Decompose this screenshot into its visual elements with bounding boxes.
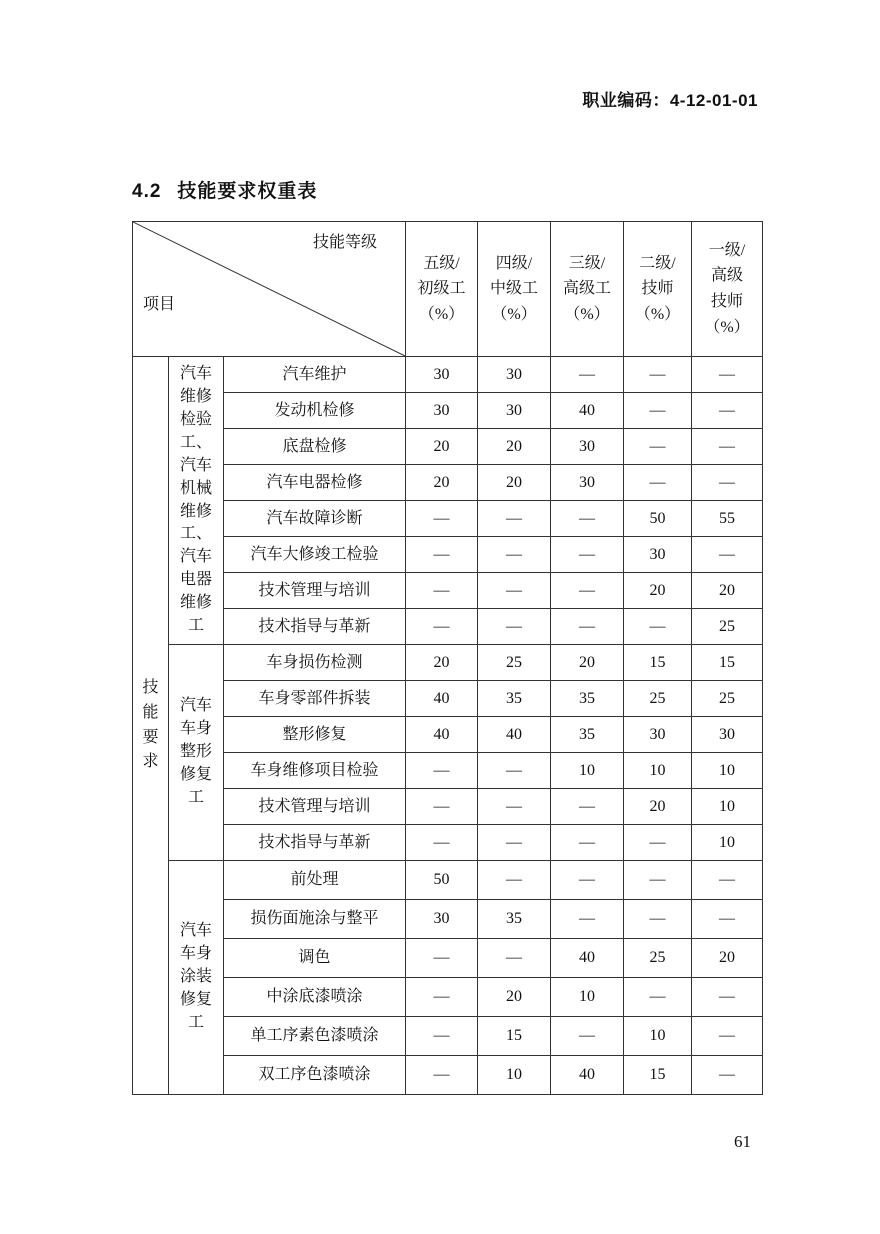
- value-level5: 20: [406, 429, 478, 465]
- value-level3: 20: [551, 645, 624, 681]
- value-level1: 10: [692, 753, 763, 789]
- category-label: 技能要求: [142, 678, 159, 771]
- value-level3: 10: [551, 753, 624, 789]
- value-level2: 15: [624, 1056, 692, 1095]
- value-level3: 40: [551, 1056, 624, 1095]
- value-level4: 30: [478, 393, 551, 429]
- page-number: 61: [734, 1132, 751, 1151]
- value-level2: 30: [624, 537, 692, 573]
- level-header-4: 四级/ 中级工 （%）: [478, 222, 551, 357]
- table-row: [133, 1017, 763, 1056]
- item-name: 汽车维护: [224, 357, 406, 393]
- value-level2: 10: [624, 1017, 692, 1056]
- table-row: [133, 1056, 763, 1095]
- value-level1: —: [692, 861, 763, 900]
- group-cell: [169, 645, 224, 861]
- item-name: 技术管理与培训: [224, 573, 406, 609]
- value-level2: —: [624, 900, 692, 939]
- value-level4: 40: [478, 717, 551, 753]
- diagonal-header-cell: [133, 222, 406, 357]
- table-row: [133, 789, 763, 825]
- table-row: [133, 717, 763, 753]
- group-cell: [169, 357, 224, 645]
- value-level5: 20: [406, 645, 478, 681]
- value-level2: —: [624, 861, 692, 900]
- value-level2: 20: [624, 789, 692, 825]
- value-level3: 35: [551, 681, 624, 717]
- value-level3: —: [551, 357, 624, 393]
- value-level2: 25: [624, 939, 692, 978]
- value-level1: —: [692, 357, 763, 393]
- value-level2: —: [624, 825, 692, 861]
- value-level5: 40: [406, 681, 478, 717]
- corner-item-label: 项目: [143, 296, 176, 313]
- item-name: 技术指导与革新: [224, 609, 406, 645]
- group-name: 汽车车身涂装修复工: [180, 922, 213, 1031]
- item-name: 调色: [224, 939, 406, 978]
- value-level3: 40: [551, 393, 624, 429]
- item-name: 车身损伤检测: [224, 645, 406, 681]
- value-level2: 20: [624, 573, 692, 609]
- section-number: 4.2: [132, 181, 162, 202]
- value-level5: —: [406, 978, 478, 1017]
- table-row: [133, 753, 763, 789]
- table-row: [133, 393, 763, 429]
- item-name: 发动机检修: [224, 393, 406, 429]
- value-level4: 35: [478, 900, 551, 939]
- item-name: 车身维修项目检验: [224, 753, 406, 789]
- header-row: [133, 222, 763, 357]
- value-level5: —: [406, 939, 478, 978]
- value-level3: —: [551, 861, 624, 900]
- value-level4: —: [478, 609, 551, 645]
- value-level2: 30: [624, 717, 692, 753]
- value-level4: —: [478, 573, 551, 609]
- value-level3: —: [551, 537, 624, 573]
- table-row: [133, 900, 763, 939]
- value-level3: 40: [551, 939, 624, 978]
- value-level5: —: [406, 1017, 478, 1056]
- value-level1: —: [692, 1056, 763, 1095]
- item-name: 中涂底漆喷涂: [224, 978, 406, 1017]
- value-level5: —: [406, 609, 478, 645]
- value-level4: —: [478, 939, 551, 978]
- group-cell: [169, 861, 224, 1095]
- table-row: [133, 609, 763, 645]
- value-level4: —: [478, 753, 551, 789]
- value-level4: 10: [478, 1056, 551, 1095]
- item-name: 技术指导与革新: [224, 825, 406, 861]
- value-level4: 20: [478, 465, 551, 501]
- value-level5: —: [406, 825, 478, 861]
- value-level3: —: [551, 501, 624, 537]
- value-level5: —: [406, 1056, 478, 1095]
- value-level5: —: [406, 501, 478, 537]
- item-name: 双工序色漆喷涂: [224, 1056, 406, 1095]
- value-level5: 30: [406, 357, 478, 393]
- item-name: 汽车大修竣工检验: [224, 537, 406, 573]
- value-level4: 20: [478, 978, 551, 1017]
- value-level2: —: [624, 465, 692, 501]
- value-level1: 25: [692, 681, 763, 717]
- table-row: [133, 537, 763, 573]
- value-level5: 30: [406, 393, 478, 429]
- value-level5: 20: [406, 465, 478, 501]
- item-name: 车身零部件拆装: [224, 681, 406, 717]
- group-name: 汽车维修检验工、汽车机械维修工、汽车电器维修工: [180, 365, 213, 634]
- value-level3: —: [551, 609, 624, 645]
- table-row: [133, 978, 763, 1017]
- value-level3: 30: [551, 429, 624, 465]
- corner-skill-level-label: 技能等级: [313, 234, 378, 251]
- value-level4: 20: [478, 429, 551, 465]
- value-level4: —: [478, 861, 551, 900]
- value-level4: 15: [478, 1017, 551, 1056]
- value-level1: 15: [692, 645, 763, 681]
- value-level2: 25: [624, 681, 692, 717]
- group-name: 汽车车身整形修复工: [180, 697, 213, 806]
- table-row: [133, 357, 763, 393]
- value-level2: —: [624, 429, 692, 465]
- item-name: 汽车电器检修: [224, 465, 406, 501]
- item-name: 技术管理与培训: [224, 789, 406, 825]
- value-level3: 10: [551, 978, 624, 1017]
- item-name: 整形修复: [224, 717, 406, 753]
- value-level2: —: [624, 609, 692, 645]
- table-row: [133, 645, 763, 681]
- table-row: [133, 825, 763, 861]
- value-level2: 15: [624, 645, 692, 681]
- value-level5: —: [406, 789, 478, 825]
- table-row: [133, 681, 763, 717]
- value-level3: —: [551, 900, 624, 939]
- value-level1: —: [692, 978, 763, 1017]
- value-level2: —: [624, 978, 692, 1017]
- table-row: [133, 939, 763, 978]
- value-level2: 50: [624, 501, 692, 537]
- table-row: [133, 573, 763, 609]
- value-level4: 35: [478, 681, 551, 717]
- section-title: [132, 176, 317, 203]
- value-level1: —: [692, 1017, 763, 1056]
- value-level1: —: [692, 393, 763, 429]
- value-level4: —: [478, 537, 551, 573]
- value-level5: 30: [406, 900, 478, 939]
- value-level1: —: [692, 465, 763, 501]
- section-title-text: 技能要求权重表: [177, 181, 318, 202]
- value-level5: —: [406, 573, 478, 609]
- value-level2: —: [624, 357, 692, 393]
- item-name: 损伤面施涂与整平: [224, 900, 406, 939]
- value-level1: —: [692, 429, 763, 465]
- value-level1: 10: [692, 789, 763, 825]
- value-level1: 20: [692, 939, 763, 978]
- value-level5: —: [406, 537, 478, 573]
- value-level3: —: [551, 573, 624, 609]
- item-name: 前处理: [224, 861, 406, 900]
- value-level2: 10: [624, 753, 692, 789]
- table-row: [133, 465, 763, 501]
- value-level4: 25: [478, 645, 551, 681]
- level-header-5: 五级/ 初级工 （%）: [406, 222, 478, 357]
- level-header-3: 三级/ 高级工 （%）: [551, 222, 624, 357]
- value-level3: —: [551, 789, 624, 825]
- item-name: 汽车故障诊断: [224, 501, 406, 537]
- value-level4: —: [478, 501, 551, 537]
- item-name: 底盘检修: [224, 429, 406, 465]
- value-level1: —: [692, 900, 763, 939]
- value-level1: 25: [692, 609, 763, 645]
- occupation-code: 职业编码：4-12-01-01: [582, 91, 758, 110]
- value-level3: 35: [551, 717, 624, 753]
- value-level1: —: [692, 537, 763, 573]
- value-level1: 10: [692, 825, 763, 861]
- value-level1: 30: [692, 717, 763, 753]
- value-level2: —: [624, 393, 692, 429]
- value-level1: 55: [692, 501, 763, 537]
- value-level4: —: [478, 825, 551, 861]
- skill-weight-table: [132, 221, 763, 1095]
- value-level5: —: [406, 753, 478, 789]
- value-level4: 30: [478, 357, 551, 393]
- table-row: [133, 861, 763, 900]
- value-level4: —: [478, 789, 551, 825]
- item-name: 单工序素色漆喷涂: [224, 1017, 406, 1056]
- value-level3: —: [551, 1017, 624, 1056]
- level-header-2: 二级/ 技师 （%）: [624, 222, 692, 357]
- value-level3: —: [551, 825, 624, 861]
- value-level5: 50: [406, 861, 478, 900]
- category-cell: [133, 357, 169, 1095]
- value-level5: 40: [406, 717, 478, 753]
- table-row: [133, 429, 763, 465]
- table-row: [133, 501, 763, 537]
- value-level1: 20: [692, 573, 763, 609]
- level-header-1: 一级/ 高级 技师 （%）: [692, 222, 763, 357]
- value-level3: 30: [551, 465, 624, 501]
